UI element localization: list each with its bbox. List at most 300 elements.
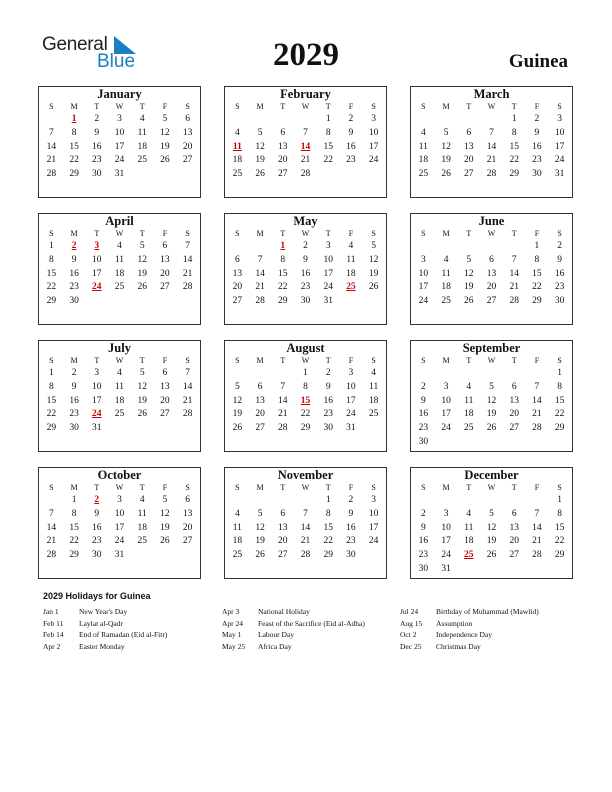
weekday-label: W: [487, 229, 496, 238]
day-cell: 14: [278, 395, 288, 406]
day-cell: 23: [92, 155, 102, 166]
day-cell: 2: [420, 381, 426, 392]
day-cell: 7: [280, 381, 286, 392]
holiday-date: Feb 14: [43, 630, 64, 639]
holiday-list-item: [400, 629, 575, 641]
day-cell: 18: [232, 536, 243, 547]
day-cell: 12: [137, 254, 147, 265]
weekday-label: M: [442, 356, 450, 365]
day-cell: 26: [255, 550, 265, 561]
day-cell: 16: [92, 522, 102, 533]
day-cell: 18: [114, 268, 125, 279]
month-grid: [225, 482, 386, 563]
day-cell: 4: [348, 241, 354, 251]
day-cell: 6: [280, 127, 286, 138]
day-cell: 19: [368, 268, 379, 279]
month-november: [224, 467, 387, 579]
day-cell: 22: [46, 409, 57, 420]
day-cell: 13: [182, 127, 193, 138]
weekday-label: F: [534, 102, 540, 111]
empty-day-cell: [294, 494, 317, 508]
day-cell: 24: [323, 282, 333, 293]
month-name: May: [293, 214, 318, 228]
day-cell: 29: [509, 169, 519, 180]
weekday-label: T: [94, 102, 100, 111]
month-july: [38, 340, 201, 452]
weekday-label: S: [371, 483, 376, 492]
weekday-label: S: [371, 229, 376, 238]
day-cell: 26: [160, 155, 170, 166]
month-february: [224, 86, 387, 198]
day-cell: 28: [46, 550, 57, 561]
day-cell: 30: [532, 169, 542, 180]
day-cell: 19: [137, 268, 147, 279]
day-cell: 9: [94, 508, 100, 519]
day-cell: 27: [160, 282, 170, 293]
empty-day-cell: [249, 367, 272, 381]
day-cell: 27: [278, 169, 288, 180]
day-cell: 1: [48, 241, 54, 251]
month-name: January: [97, 87, 142, 101]
day-cell: 26: [160, 536, 170, 547]
weekday-label: W: [115, 356, 124, 365]
weekday-label: F: [162, 483, 168, 492]
month-grid: [225, 101, 386, 182]
weekday-label: S: [421, 229, 426, 238]
day-cell: 5: [257, 127, 263, 138]
day-cell: 31: [114, 550, 125, 561]
month-name: February: [280, 87, 331, 101]
weekday-label: S: [557, 102, 562, 111]
day-cell: 25: [114, 409, 125, 420]
holiday-day-cell: 3: [94, 241, 100, 251]
day-cell: 14: [46, 522, 57, 533]
weekday-label: M: [442, 102, 450, 111]
holiday-date: Apr 2: [43, 641, 61, 651]
day-cell: 25: [232, 169, 243, 180]
month-grid: [411, 355, 572, 450]
day-cell: 28: [255, 296, 265, 307]
day-cell: 14: [532, 522, 542, 533]
day-cell: 30: [418, 436, 429, 447]
empty-day-cell: [480, 367, 503, 381]
day-cell: 12: [368, 254, 379, 265]
month-grid: [39, 355, 200, 436]
day-cell: 23: [532, 155, 542, 166]
day-cell: 15: [532, 268, 542, 279]
day-cell: 29: [46, 296, 57, 307]
day-cell: 1: [48, 368, 54, 378]
day-cell: 3: [117, 495, 122, 505]
weekday-label: M: [70, 356, 78, 365]
weekday-label: W: [115, 102, 124, 111]
day-cell: 27: [160, 409, 170, 420]
day-cell: 15: [46, 268, 57, 279]
day-cell: 27: [232, 296, 243, 307]
day-cell: 15: [69, 141, 79, 152]
weekday-label: F: [348, 356, 354, 365]
day-cell: 2: [534, 114, 540, 124]
day-cell: 21: [532, 536, 542, 547]
day-cell: 26: [232, 423, 243, 434]
day-cell: 11: [232, 522, 242, 533]
day-cell: 29: [554, 550, 565, 561]
month-march: [410, 86, 573, 198]
day-cell: 13: [509, 522, 519, 533]
day-cell: 22: [69, 536, 79, 547]
day-cell: 7: [534, 381, 540, 392]
day-cell: 28: [532, 423, 542, 434]
day-cell: 20: [160, 268, 170, 279]
day-cell: 11: [346, 254, 356, 265]
day-cell: 23: [554, 282, 565, 293]
weekday-label: T: [280, 229, 286, 238]
weekday-label: T: [94, 229, 100, 238]
holiday-date: Jul 24: [400, 607, 419, 616]
month-grid: [225, 228, 386, 309]
weekday-label: T: [139, 483, 145, 492]
day-cell: 11: [114, 254, 125, 265]
day-cell: 10: [323, 254, 333, 265]
holiday-date: Jan 1: [43, 607, 59, 616]
day-cell: 24: [114, 155, 125, 166]
weekday-label: W: [487, 356, 496, 365]
weekday-label: T: [325, 229, 331, 238]
day-cell: 29: [532, 296, 542, 307]
empty-day-cell: [457, 494, 480, 508]
day-cell: 5: [371, 241, 376, 251]
empty-day-cell: [526, 367, 549, 381]
day-cell: 9: [94, 127, 100, 138]
day-cell: 7: [489, 127, 494, 138]
day-cell: 27: [278, 550, 288, 561]
empty-day-cell: [226, 367, 249, 381]
empty-day-cell: [271, 113, 294, 127]
day-cell: 23: [418, 550, 429, 561]
day-cell: 11: [464, 522, 474, 533]
day-cell: 3: [371, 114, 376, 124]
holiday-date: Dec 25: [400, 641, 422, 651]
holiday-date: Feb 11: [43, 618, 64, 628]
weekday-label: F: [348, 483, 354, 492]
day-cell: 27: [464, 169, 474, 180]
weekday-label: S: [557, 229, 562, 238]
weekday-label: S: [185, 356, 190, 365]
day-cell: 1: [557, 495, 562, 505]
day-cell: 16: [554, 268, 565, 279]
day-cell: 31: [323, 296, 333, 307]
day-cell: 12: [160, 127, 170, 138]
day-cell: 18: [137, 522, 147, 533]
month-grid: [39, 482, 200, 563]
day-cell: 22: [323, 155, 333, 166]
empty-day-cell: [412, 113, 435, 127]
weekday-label: T: [325, 102, 331, 111]
day-cell: 6: [234, 254, 240, 265]
day-cell: 1: [303, 368, 308, 378]
day-cell: 23: [346, 536, 356, 547]
holidays-title: 2029 Holidays for Guinea: [43, 591, 151, 601]
weekday-label: S: [235, 102, 240, 111]
day-cell: 19: [255, 155, 265, 166]
holiday-day-cell: 25: [346, 282, 356, 293]
day-cell: 21: [300, 536, 311, 547]
empty-day-cell: [226, 494, 249, 508]
day-cell: 21: [300, 155, 311, 166]
day-cell: 10: [92, 381, 102, 392]
day-cell: 19: [160, 522, 170, 533]
weekday-label: S: [371, 102, 376, 111]
day-cell: 21: [486, 155, 497, 166]
weekday-label: W: [301, 356, 310, 365]
holiday-list-item: [43, 641, 218, 653]
day-cell: 13: [255, 395, 265, 406]
day-cell: 20: [182, 522, 193, 533]
weekday-label: T: [466, 229, 472, 238]
holiday-name: Independence Day: [436, 630, 493, 639]
day-cell: 31: [441, 563, 451, 574]
day-cell: 25: [464, 423, 474, 434]
day-cell: 8: [280, 254, 286, 265]
day-cell: 17: [323, 268, 333, 279]
day-cell: 18: [441, 282, 451, 293]
weekday-label: S: [49, 102, 54, 111]
day-cell: 5: [466, 254, 472, 265]
day-cell: 12: [464, 268, 474, 279]
day-cell: 9: [348, 127, 354, 138]
day-cell: 19: [441, 155, 451, 166]
day-cell: 16: [323, 395, 333, 406]
weekday-label: F: [348, 102, 354, 111]
holiday-name: Assumption: [436, 618, 473, 628]
day-cell: 20: [278, 155, 288, 166]
empty-day-cell: [503, 240, 526, 254]
holiday-day-cell: 25: [464, 550, 474, 561]
day-cell: 29: [323, 550, 333, 561]
day-cell: 11: [418, 141, 428, 152]
weekday-label: T: [511, 102, 517, 111]
holiday-day-cell: 24: [92, 282, 102, 293]
day-cell: 10: [368, 508, 379, 519]
day-cell: 20: [278, 536, 288, 547]
holiday-list-item: [43, 629, 218, 641]
day-cell: 30: [69, 423, 79, 434]
month-name: August: [286, 341, 325, 355]
day-cell: 4: [234, 508, 240, 519]
empty-day-cell: [249, 494, 272, 508]
day-cell: 31: [92, 423, 102, 434]
weekday-label: T: [139, 229, 145, 238]
day-cell: 6: [162, 241, 168, 251]
day-cell: 23: [69, 409, 79, 420]
month-name: November: [277, 468, 334, 482]
weekday-label: T: [511, 229, 517, 238]
empty-day-cell: [435, 367, 458, 381]
weekday-label: W: [301, 229, 310, 238]
month-name: April: [105, 214, 134, 228]
weekday-label: W: [115, 229, 124, 238]
day-cell: 14: [182, 381, 193, 392]
day-cell: 15: [278, 268, 288, 279]
day-cell: 19: [160, 141, 170, 152]
empty-day-cell: [294, 113, 317, 127]
day-cell: 20: [509, 409, 519, 420]
day-cell: 18: [418, 155, 429, 166]
day-cell: 29: [69, 550, 79, 561]
day-cell: 7: [185, 368, 190, 378]
day-cell: 26: [255, 169, 265, 180]
day-cell: 9: [420, 395, 426, 406]
weekday-label: M: [256, 229, 264, 238]
day-cell: 7: [303, 508, 308, 519]
day-cell: 30: [300, 296, 311, 307]
day-cell: 3: [94, 368, 100, 378]
day-cell: 29: [46, 423, 57, 434]
day-cell: 14: [532, 395, 542, 406]
day-cell: 26: [441, 169, 451, 180]
day-cell: 8: [325, 127, 331, 138]
day-cell: 1: [511, 114, 517, 124]
day-cell: 24: [554, 155, 565, 166]
day-cell: 26: [464, 296, 474, 307]
day-cell: 16: [92, 141, 102, 152]
day-cell: 9: [420, 522, 426, 533]
day-cell: 7: [257, 254, 263, 265]
day-cell: 18: [232, 155, 243, 166]
day-cell: 16: [346, 141, 356, 152]
day-cell: 8: [534, 254, 540, 265]
day-cell: 2: [71, 368, 77, 378]
holiday-list-item: [43, 606, 218, 618]
day-cell: 4: [443, 254, 449, 265]
day-cell: 20: [509, 536, 519, 547]
weekday-label: F: [348, 229, 354, 238]
day-cell: 19: [464, 282, 474, 293]
day-cell: 6: [162, 368, 168, 378]
day-cell: 31: [346, 423, 356, 434]
day-cell: 4: [420, 127, 426, 138]
day-cell: 4: [466, 508, 472, 519]
day-cell: 22: [46, 282, 57, 293]
day-cell: 7: [48, 127, 54, 138]
day-cell: 18: [137, 141, 147, 152]
holiday-name: National Holiday: [258, 607, 310, 616]
day-cell: 9: [71, 381, 77, 392]
day-cell: 13: [160, 381, 170, 392]
day-cell: 24: [418, 296, 429, 307]
day-cell: 30: [92, 169, 102, 180]
day-cell: 22: [69, 155, 79, 166]
empty-day-cell: [412, 367, 435, 381]
day-cell: 11: [464, 395, 474, 406]
day-cell: 30: [69, 296, 79, 307]
weekday-label: T: [280, 102, 286, 111]
day-cell: 16: [69, 395, 79, 406]
weekday-label: M: [256, 102, 264, 111]
holiday-list-column: [400, 606, 575, 652]
day-cell: 2: [420, 508, 426, 519]
day-cell: 8: [325, 508, 331, 519]
month-grid: [225, 355, 386, 436]
day-cell: 8: [557, 508, 562, 519]
day-cell: 30: [323, 423, 333, 434]
day-cell: 21: [532, 409, 542, 420]
day-cell: 22: [554, 536, 565, 547]
day-cell: 22: [323, 536, 333, 547]
day-cell: 8: [303, 381, 308, 392]
day-cell: 28: [182, 282, 193, 293]
holiday-date: Oct 2: [400, 630, 417, 639]
day-cell: 21: [278, 409, 288, 420]
day-cell: 6: [489, 254, 494, 265]
day-cell: 2: [348, 114, 354, 124]
day-cell: 8: [71, 508, 77, 519]
weekday-label: T: [94, 356, 100, 365]
day-cell: 9: [557, 254, 562, 265]
day-cell: 30: [92, 550, 102, 561]
day-cell: 7: [48, 508, 54, 519]
empty-day-cell: [226, 240, 249, 254]
day-cell: 21: [46, 536, 57, 547]
day-cell: 22: [532, 282, 542, 293]
holidays-section: [43, 590, 583, 651]
weekday-label: S: [185, 102, 190, 111]
day-cell: 18: [464, 536, 474, 547]
day-cell: 15: [69, 522, 79, 533]
weekday-label: W: [487, 483, 496, 492]
empty-day-cell: [412, 494, 435, 508]
day-cell: 30: [554, 296, 565, 307]
day-cell: 30: [418, 563, 429, 574]
day-cell: 5: [443, 127, 449, 138]
day-cell: 20: [182, 141, 193, 152]
day-cell: 22: [278, 282, 288, 293]
holiday-day-cell: 2: [71, 241, 77, 251]
day-cell: 14: [300, 522, 311, 533]
day-cell: 13: [486, 268, 497, 279]
day-cell: 16: [532, 141, 542, 152]
day-cell: 13: [182, 508, 193, 519]
country-name: Guinea: [508, 51, 568, 72]
day-cell: 12: [137, 381, 147, 392]
day-cell: 16: [69, 268, 79, 279]
day-cell: 13: [278, 522, 288, 533]
day-cell: 3: [117, 114, 122, 124]
day-cell: 19: [486, 409, 497, 420]
weekday-label: S: [235, 229, 240, 238]
weekday-label: T: [280, 356, 286, 365]
day-cell: 15: [46, 395, 57, 406]
weekday-label: T: [139, 356, 145, 365]
empty-day-cell: [435, 494, 458, 508]
holiday-list-item: [400, 641, 575, 653]
day-cell: 17: [114, 522, 125, 533]
day-cell: 21: [509, 282, 519, 293]
day-cell: 12: [255, 141, 265, 152]
month-name: December: [464, 468, 519, 482]
day-cell: 4: [466, 381, 472, 392]
day-cell: 5: [162, 114, 168, 124]
empty-day-cell: [526, 494, 549, 508]
empty-day-cell: [40, 494, 63, 508]
logo-text-blue: Blue: [97, 51, 136, 72]
weekday-label: W: [115, 483, 124, 492]
day-cell: 20: [232, 282, 243, 293]
weekday-label: T: [466, 356, 472, 365]
day-cell: 3: [557, 114, 562, 124]
day-cell: 17: [92, 268, 102, 279]
day-cell: 21: [46, 155, 57, 166]
